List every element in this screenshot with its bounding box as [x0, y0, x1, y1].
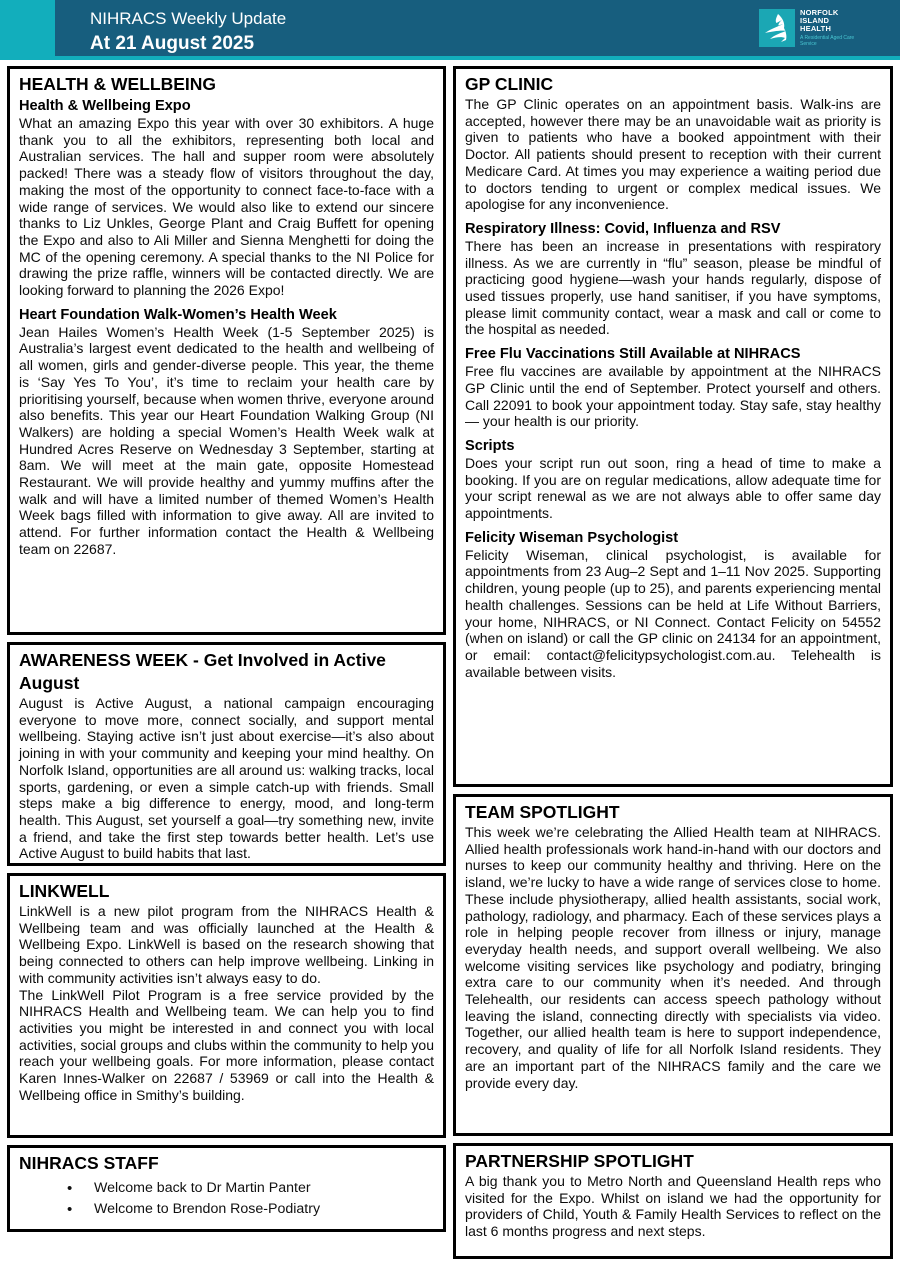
paragraph: Jean Hailes Women’s Health Week (1-5 September 2025) is Australia’s largest event dedicated to the health and wellbeing of all women, girls and gender-diverse people. This year, the theme is ‘Say Yes To You’, it’s time to reclaim your health care by prioritising yourself, because when women thrive, everyone around also benefits. This year our Heart Foundation Walking Group (NI Walkers) are holding a special Women’s Health Week walk at Hundred Acres Reserve on Wednesday 3 September, starting at 8am. We will meet at the main gate, opposite Homestead Restaurant. We will provide healthy and yummy muffins after the walk and will have a limited number of themed Women’s Health Week bags filled with information to give away. All are invited to attend. For further information contact the Health & Wellbeing team on 22687.	[19, 323, 434, 557]
subheading-respiratory-illness: Respiratory Illness: Covid, Influenza and RSV	[465, 220, 781, 237]
staff-bullet-list	[19, 1178, 434, 1220]
newsletter-title: NIHRACS Weekly Update	[90, 9, 287, 28]
norfolk-island-health-logo	[759, 9, 858, 47]
section-title: PARTNERSHIP SPOTLIGHT	[465, 1151, 694, 1171]
logo-tagline: A Residential Aged Care Service	[800, 35, 855, 47]
subheading-heart-foundation-walk: Heart Foundation Walk-Women’s Health Week	[19, 306, 337, 323]
subheading-felicity-wiseman: Felicity Wiseman Psychologist	[465, 529, 679, 546]
paragraph: Felicity Wiseman, clinical psychologist, is available for appointments from 23 Aug–2 Sept and 1–11 Nov 2025. Supporting children, young people (up to 25), and parents experiencing mental health challenges. Sessions can be held at Life Without Barriers, your home, NIHRACS, or NI Connect. Contact Felicity on 54552 (when on island) or call the GP clinic on 24134 for an appointment, or email: contact@felicitypsychologist.com.au. Telehealth is available between visits.	[465, 546, 881, 680]
paragraph: The LinkWell Pilot Program is a free service provided by the NIHRACS Health and Wellbeing team. We can help you to find activities you might be interested in and connect you with local activities, social groups and clubs within the community to help you reach your wellbeing goals. For more information, please contact Karen Innes-Walker on 22687 / 53969 or call into the Health & Wellbeing office in Smithy’s building.	[19, 986, 434, 1103]
bird-icon	[762, 12, 792, 44]
paragraph: Free flu vaccines are available by appointment at the NIHRACS GP Clinic until the end of September. Protect yourself and others. Call 22091 to book your appointment today. Stay safe, stay healthy — your health is our priority.	[465, 363, 881, 430]
logo-org-line1: NORFOLK	[800, 8, 839, 17]
section-partnership-spotlight	[453, 1143, 893, 1259]
section-team-spotlight	[453, 794, 893, 1136]
section-title: LINKWELL	[19, 881, 110, 901]
paragraph: Does your script run out soon, ring a head of time to make a booking. If you are on regular medications, allow adequate time for your script renewal as we are not always able to offer same day appointments.	[465, 454, 881, 522]
logo-org-line3: HEALTH	[800, 24, 832, 33]
subheading-free-flu-vaccinations: Free Flu Vaccinations Still Available at NIHRACS	[465, 346, 801, 363]
section-title: HEALTH & WELLBEING	[19, 74, 217, 94]
paragraph: What an amazing Expo this year with over 30 exhibitors. A huge thank you to all the exhibitors, representing both local and Australian services. The hall and supper room were absolutely packed! There was a steady flow of visitors throughout the day, making the most of the opportunity to connect face-to-face with a wide range of services. We would also like to extend our sincere thanks to Liz Unkles, George Plant and Craig Buffett for opening the Expo and also to Ali Miller and Sienna Menghetti for doing the MC of the opening ceremony. A special thanks to the NI Police for drawing the prize raffle, winners will be contacted directly. We are looking forward to planning the 2026 Expo!	[19, 115, 434, 299]
right-column	[453, 66, 893, 1259]
section-title: TEAM SPOTLIGHT	[465, 802, 620, 822]
section-nihracs-staff	[7, 1145, 446, 1232]
section-title: AWARENESS WEEK - Get Involved in Active August	[19, 650, 386, 693]
subheading-expo: Health & Wellbeing Expo	[19, 98, 191, 114]
subheading-scripts: Scripts	[465, 437, 515, 454]
logo-text	[800, 9, 858, 47]
list-item: • Welcome back to Dr Martin Panter	[19, 1178, 434, 1199]
header-accent-block	[0, 0, 55, 56]
header-titles	[55, 0, 286, 56]
section-title: NIHRACS STAFF	[19, 1153, 159, 1173]
paragraph: August is Active August, a national campaign encouraging everyone to move more, connect socially, and support mental wellbeing. Staying active isn’t just about exercise—it’s also about joining in with your community and keeping your mind healthy. On Norfolk Island, opportunities are all around us: walking tracks, local sports, gardening, or even a simple catch-up with friends. Small steps make a big difference to energy, mood, and long-term health. This August, set yourself a goal—try something new, invite a friend, and take the first step towards better health. Let’s use Active August to build habits that last.	[19, 695, 434, 862]
paragraph: LinkWell is a new pilot program from the NIHRACS Health & Wellbeing team and was officially launched at the Health & Wellbeing Expo. LinkWell is based on the research showing that being connected to others can help improve wellbeing. Linking in with community activities isn’t always easy to do.	[19, 903, 434, 986]
left-column	[7, 66, 446, 1259]
section-linkwell	[7, 873, 446, 1138]
logo-org-line2: ISLAND	[800, 16, 830, 25]
paragraph: The GP Clinic operates on an appointment basis. Walk-ins are accepted, however there may be an unavoidable wait as priority is given to patients who have a booked appointment with their Doctor. All patients should present to reception with their current Medicare Card. At times you may experience a waiting period due to doctors tending to urgent or complex medical issues. We apologise for any inconvenience.	[465, 96, 881, 213]
section-title: GP CLINIC	[465, 74, 554, 94]
newsletter-date: At 21 August 2025	[90, 33, 255, 54]
section-awareness-week	[7, 642, 446, 866]
paragraph: This week we’re celebrating the Allied Health team at NIHRACS. Allied health professionals work hand-in-hand with our doctors and nurses to keep our community healthy and thriving. Here on the island, we’re lucky to have a wide range of services close to home. These include physiotherapy, allied health assistants, social work, pathology, radiology, and pharmacy. Each of these services plays a role in helping people recover from illness or injury, manage everyday health needs, and support overall wellbeing. We also welcome visiting services like psychology and podiatry, bringing extra care to our community when it’s needed. And through Telehealth, our residents can access speech pathology without leaving the island, connecting directly with specialists via video. Together, our allied health team is here to support independence, recovery, and quality of life for all Norfolk Island residents. They are an important part of the NIHRACS family and the care we provide every day.	[465, 824, 881, 1091]
paragraph: A big thank you to Metro North and Queensland Health reps who visited for the Expo. Whilst on island we had the opportunity for providers of Child, Youth & Family Health Services to reflect on the last 6 months progress and next steps.	[465, 1173, 881, 1240]
section-gp-clinic	[453, 66, 893, 787]
bird-logo-icon	[759, 9, 795, 47]
list-item: • Welcome to Brendon Rose-Podiatry	[19, 1199, 434, 1220]
section-health-wellbeing	[7, 66, 446, 635]
newsletter-header	[0, 0, 900, 60]
paragraph: There has been an increase in presentations with respiratory illness. As we are currently in “flu” season, please be mindful of practicing good hygiene—wash your hands regularly, dispose of used tissues properly, use hand sanitiser, if you have symptoms, please limit community contact, wear a mask and call or come to the hospital as needed.	[465, 237, 881, 338]
newsletter-body	[0, 60, 900, 1259]
